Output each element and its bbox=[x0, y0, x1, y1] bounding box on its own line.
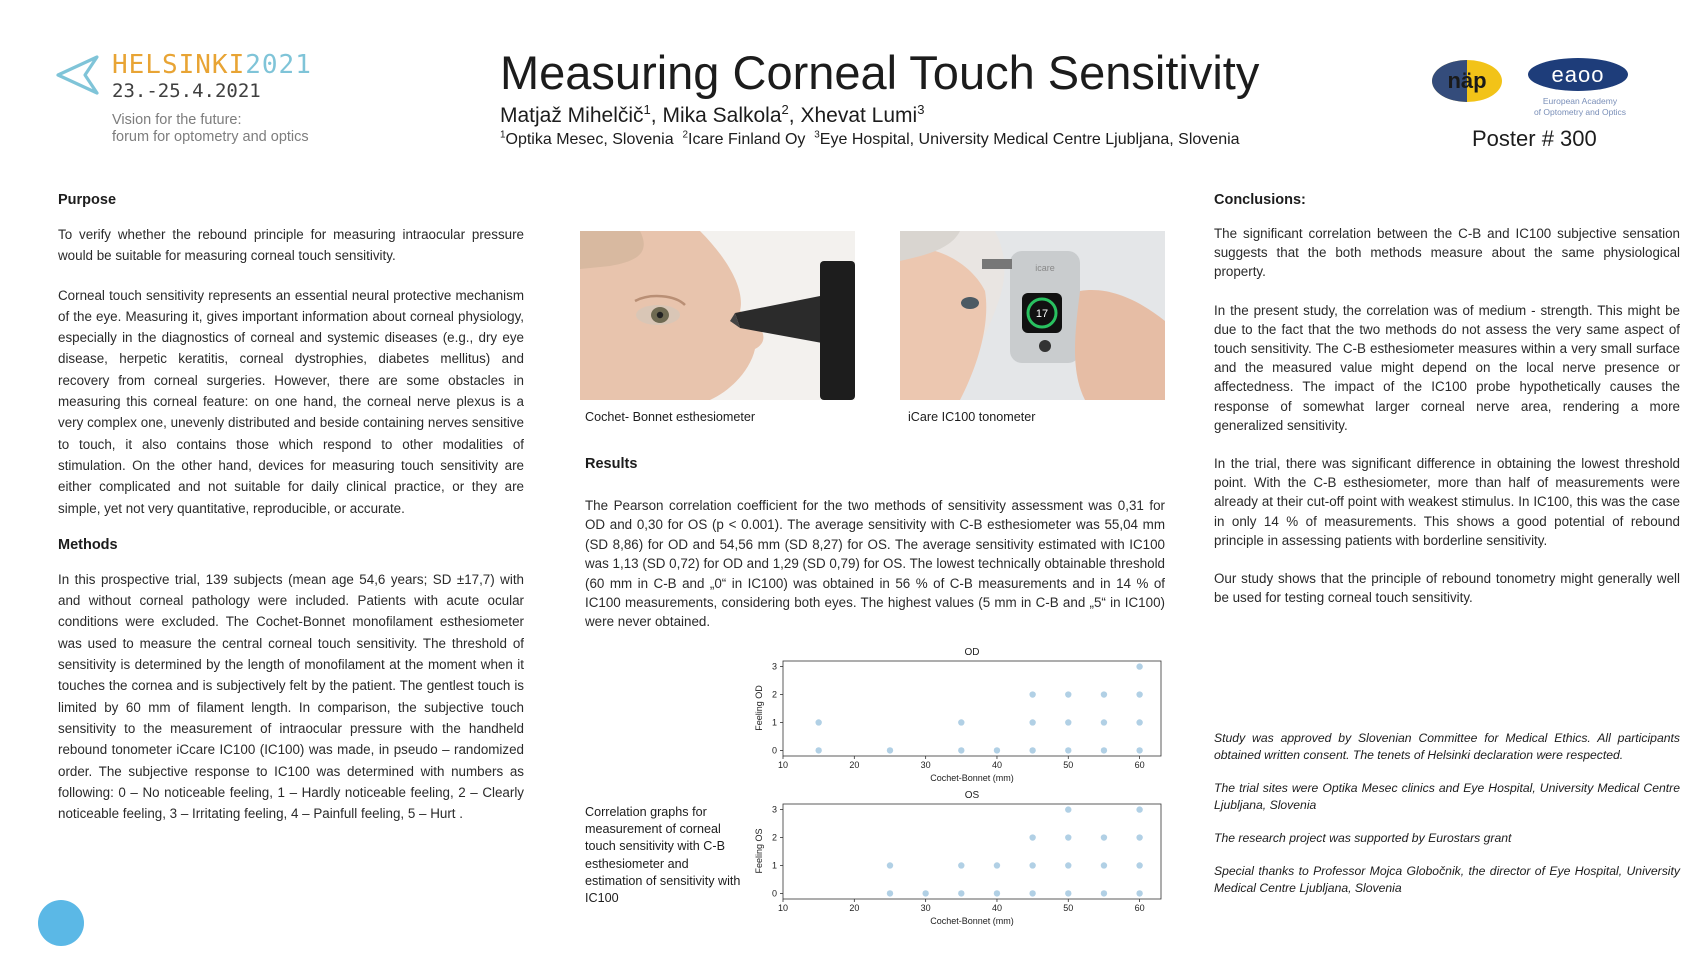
scatter-point bbox=[1101, 834, 1107, 840]
scatter-point bbox=[922, 890, 928, 896]
scatter-point bbox=[815, 719, 821, 725]
scatter-point bbox=[1029, 890, 1035, 896]
os-scatter-chart bbox=[750, 788, 1170, 928]
affiliation-list bbox=[500, 131, 1240, 149]
conclusions-paragraph: In the trial, there was significant difference in obtaining the lowest threshold point. With the C-B esthesiometer, more than half of measurements were already at their cut-off point with weakest stimulus. In IC100, this was the case in only 14 % of measurements. This shows a good potential of rebound principle in assessing patients with borderline sensitivity. bbox=[1214, 456, 1680, 548]
scatter-point bbox=[1065, 862, 1071, 868]
affiliation-sup: 2 bbox=[682, 129, 688, 141]
author-sup: 3 bbox=[917, 102, 925, 117]
triangle-logo-icon bbox=[55, 54, 101, 96]
chart-ticks bbox=[772, 662, 1145, 770]
scatter-point bbox=[1029, 719, 1035, 725]
icare-brand-label: icare bbox=[1035, 263, 1055, 273]
scatter-point bbox=[1065, 834, 1071, 840]
nap-logo bbox=[1430, 58, 1504, 104]
icare-screen-value: 17 bbox=[1035, 308, 1049, 320]
eaoo-subtitle-1: European Academy bbox=[1542, 96, 1618, 106]
scatter-point bbox=[1136, 691, 1142, 697]
results-heading: Results bbox=[585, 456, 638, 472]
scatter-point bbox=[958, 862, 964, 868]
chart-points bbox=[887, 806, 1143, 896]
scatter-point bbox=[1029, 834, 1035, 840]
purpose-heading: Purpose bbox=[58, 192, 117, 208]
scatter-point bbox=[1101, 691, 1107, 697]
scatter-point bbox=[958, 747, 964, 753]
scatter-point bbox=[1136, 890, 1142, 896]
scatter-point bbox=[1029, 691, 1035, 697]
conclusions-paragraph: The significant correlation between the C-B and IC100 subjective sensation suggests that the both methods measure about the same physiological property. bbox=[1214, 226, 1680, 280]
scatter-point bbox=[1065, 890, 1071, 896]
eaoo-logo-text: eaoo bbox=[1528, 58, 1628, 91]
scatter-point bbox=[1101, 862, 1107, 868]
conclusions-paragraph: Our study shows that the principle of rebound tonometry might generally well be used for testing corneal touch sensitivity. bbox=[1214, 571, 1680, 606]
results-paragraph: The Pearson correlation coefficient for the two methods of sensitivity assessment was 0,31 for OD and 0,30 for OS (p < 0.001). The average sensitivity with C-B esthesiometer was 55,04 mm (SD 8,86) for OD and 54,56 mm (SD 8,27) for OS. The average sensitivity estimated with IC100 was 1,13 (SD 0,72) for OD and 1,29 (SD 0,79) for OS. The lowest technically obtainable threshold (60 mm in C-B and „0“ in IC100) was obtained in 56 % of C-B measurements and in 14 % of IC100 measurements, considering both eyes. The highest values (5 mm in C-B and „5“ in IC100) were never obtained. bbox=[585, 498, 1165, 630]
y-tick-label: 1 bbox=[771, 860, 777, 871]
author-list: Matjaž Mihelčič$^1$, Mika Salkola$^2$, Xhevat Lumi$^3$ bbox=[500, 102, 925, 127]
cochet-bonnet-photo bbox=[580, 231, 855, 400]
right-column bbox=[1214, 192, 1680, 626]
od-scatter-chart bbox=[750, 645, 1170, 785]
notes-section bbox=[1214, 730, 1680, 913]
x-tick-label: 10 bbox=[777, 903, 789, 913]
x-tick-label: 10 bbox=[777, 760, 789, 770]
y-tick-label: 3 bbox=[771, 661, 777, 672]
conclusions-paragraph: In the present study, the correlation was of medium - strength. This might be due to the fact that the two methods do not assess the very same aspect of touch sensitivity. The C-B esthesiometer measures within a very small surface and the measured value might depend on the local nerve presence or affectedness. The impact of the IC100 probe hypothetically causes the response of somewhat larger corneal nerve area, rendering a more generalized sensitivity. bbox=[1214, 302, 1680, 433]
note: Study was approved by Slovenian Committee for Medical Ethics. All participants obtained written consent. The tenets of Helsinki declaration were respected. bbox=[1214, 731, 1680, 762]
scatter-point bbox=[1029, 862, 1035, 868]
correlation-caption: Correlation graphs for measurement of corneal touch sensitivity with C-B esthesiometer and estimation of sensitivity with IC100 bbox=[585, 805, 741, 906]
conference-tagline-1: Vision for the future: bbox=[112, 112, 242, 128]
author-name: Mika Salkola bbox=[662, 104, 782, 127]
purpose-paragraph: To verify whether the rebound principle for measuring intraocular pressure would be suitable for measuring corneal touch sensitivity. bbox=[58, 227, 524, 264]
scatter-point bbox=[1101, 890, 1107, 896]
conference-city: HELSINKI2021 bbox=[112, 50, 312, 80]
affiliation-sup: 3 bbox=[814, 129, 820, 141]
scatter-point bbox=[1101, 719, 1107, 725]
x-tick-label: 30 bbox=[920, 903, 931, 913]
conclusions-heading: Conclusions: bbox=[1214, 192, 1306, 208]
note: The trial sites were Optika Mesec clinics and Eye Hospital, University Medical Centre Ljubljana, Slovenia bbox=[1214, 781, 1680, 812]
scatter-point bbox=[815, 747, 821, 753]
y-tick-label: 3 bbox=[771, 804, 777, 815]
author-sup: 1 bbox=[643, 102, 651, 117]
conference-tagline-2: forum for optometry and optics bbox=[112, 129, 309, 145]
x-tick-label: 50 bbox=[1063, 903, 1074, 913]
scatter-point bbox=[887, 862, 893, 868]
x-tick-label: 20 bbox=[849, 760, 860, 770]
scatter-point bbox=[958, 719, 964, 725]
icare-tonometer-photo bbox=[900, 231, 1165, 400]
x-tick-label: 40 bbox=[991, 760, 1002, 770]
conference-dates: 23.-25.4.2021 bbox=[112, 80, 261, 102]
author-sup: 2 bbox=[781, 102, 789, 117]
scatter-point bbox=[1065, 806, 1071, 812]
plot-frame bbox=[783, 661, 1161, 756]
affiliation: Optika Mesec, Slovenia bbox=[505, 131, 674, 148]
author-name: Matjaž Mihelčič bbox=[500, 104, 644, 127]
scatter-point bbox=[1136, 862, 1142, 868]
chart-title: OS bbox=[964, 790, 980, 801]
poster-number: Poster # 300 bbox=[1472, 126, 1597, 151]
y-axis-label: Feeling OD bbox=[754, 685, 764, 731]
scatter-point bbox=[1101, 747, 1107, 753]
purpose-paragraph: Corneal touch sensitivity represents an essential neural protective mechanism of the eye. Measuring it, gives important information about corneal physiology, especially in the diagnostics of corneal and systemic diseases (e.g., dry eye disease, herpetic keratitis, corneal dystrophies, diabetes mellitus) and recovery from corneal surgeries. However, there are some obstacles in measuring this corneal feature: on one hand, the corneal nerve plexus is a very complex one, unevenly distributed and beside containing nerves sensitive to touch, it also contains those which respond to other modalities of stimulation. On the other hand, devices for measuring touch sensitivity are either complicated and not suitable for daily clinical practice, or they are simple, yet not very quantitative, reproducible, or accurate. bbox=[58, 287, 524, 516]
scatter-point bbox=[1136, 663, 1142, 669]
chart-points bbox=[815, 663, 1142, 753]
nap-logo-text: näp bbox=[1447, 68, 1487, 93]
icare-caption: iCare IC100 tonometer bbox=[908, 410, 1036, 424]
y-axis-label: Feeling OS bbox=[754, 828, 764, 874]
scatter-point bbox=[1065, 747, 1071, 753]
left-column bbox=[58, 192, 524, 842]
scatter-point bbox=[994, 862, 1000, 868]
eaoo-subtitle-2: of Optometry and Optics bbox=[1533, 107, 1627, 117]
x-tick-label: 40 bbox=[991, 903, 1002, 913]
conference-year: 2021 bbox=[245, 50, 312, 80]
x-tick-label: 30 bbox=[920, 760, 931, 770]
scatter-point bbox=[887, 747, 893, 753]
scatter-point bbox=[1065, 691, 1071, 697]
decorative-circle bbox=[38, 900, 84, 946]
scatter-point bbox=[1136, 719, 1142, 725]
y-tick-label: 0 bbox=[771, 745, 777, 756]
scatter-point bbox=[958, 890, 964, 896]
poster-title: Measuring Corneal Touch Sensitivity bbox=[500, 46, 1260, 99]
scatter-point bbox=[887, 890, 893, 896]
x-tick-label: 50 bbox=[1063, 760, 1074, 770]
methods-heading: Methods bbox=[58, 536, 118, 553]
affiliation: Eye Hospital, University Medical Centre Ljubljana, Slovenia bbox=[819, 131, 1240, 148]
conference-logo bbox=[55, 50, 325, 150]
scatter-point bbox=[994, 747, 1000, 753]
methods-paragraph: In this prospective trial, 139 subjects (mean age 54,6 years; SD ±17,7) with and without corneal pathology were included. Patients with acute ocular conditions were excluded. The Cochet-Bonnet monofilament esthesiometer was used to measure the central corneal touch sensitivity. The threshold of sensitivity is determined by the length of monofilament at the moment when it touches the cornea and is subjectively felt by the patient. The gentlest touch is limited by 60 mm of filament length. In comparison, the subjective touch sensitivity to the measurement of intraocular pressure with the handheld rebound tonometer iCcare IC100 (IC100) was made, in pseudo – randomized order. The subjective response to IC100 was determined with numbers as following: 0 – No noticeable feeling, 1 – Hardly noticeable feeling, 2 – Clearly noticeable feeling, 3 – Irritating feeling, 4 – Painfull feeling, 5 – Hurt . bbox=[58, 571, 524, 822]
scatter-point bbox=[994, 890, 1000, 896]
scatter-point bbox=[1136, 806, 1142, 812]
note: Special thanks to Professor Mojca Globočnik, the director of Eye Hospital, University Medical Centre Ljubljana, Slovenia bbox=[1214, 864, 1680, 895]
x-axis-label: Cochet-Bonnet (mm) bbox=[930, 916, 1014, 926]
x-tick-label: 60 bbox=[1134, 760, 1145, 770]
eaoo-logo bbox=[1528, 58, 1632, 120]
note: The research project was supported by Eurostars grant bbox=[1214, 831, 1512, 845]
scatter-point bbox=[1136, 834, 1142, 840]
scatter-point bbox=[1065, 719, 1071, 725]
affiliation-sup: 1 bbox=[500, 129, 506, 141]
y-tick-label: 0 bbox=[771, 888, 777, 899]
y-tick-label: 1 bbox=[771, 717, 777, 728]
scatter-point bbox=[1136, 747, 1142, 753]
author-name: Xhevat Lumi bbox=[800, 104, 918, 127]
x-tick-label: 60 bbox=[1134, 903, 1145, 913]
chart-title: OD bbox=[964, 647, 980, 658]
affiliation: Icare Finland Oy bbox=[688, 131, 806, 148]
y-tick-label: 2 bbox=[771, 832, 777, 843]
x-axis-label: Cochet-Bonnet (mm) bbox=[930, 773, 1014, 783]
chart-ticks bbox=[772, 805, 1145, 913]
cochet-bonnet-caption: Cochet- Bonnet esthesiometer bbox=[585, 410, 756, 424]
y-tick-label: 2 bbox=[771, 689, 777, 700]
x-tick-label: 20 bbox=[849, 903, 860, 913]
plot-frame bbox=[783, 804, 1161, 899]
scatter-point bbox=[1029, 747, 1035, 753]
